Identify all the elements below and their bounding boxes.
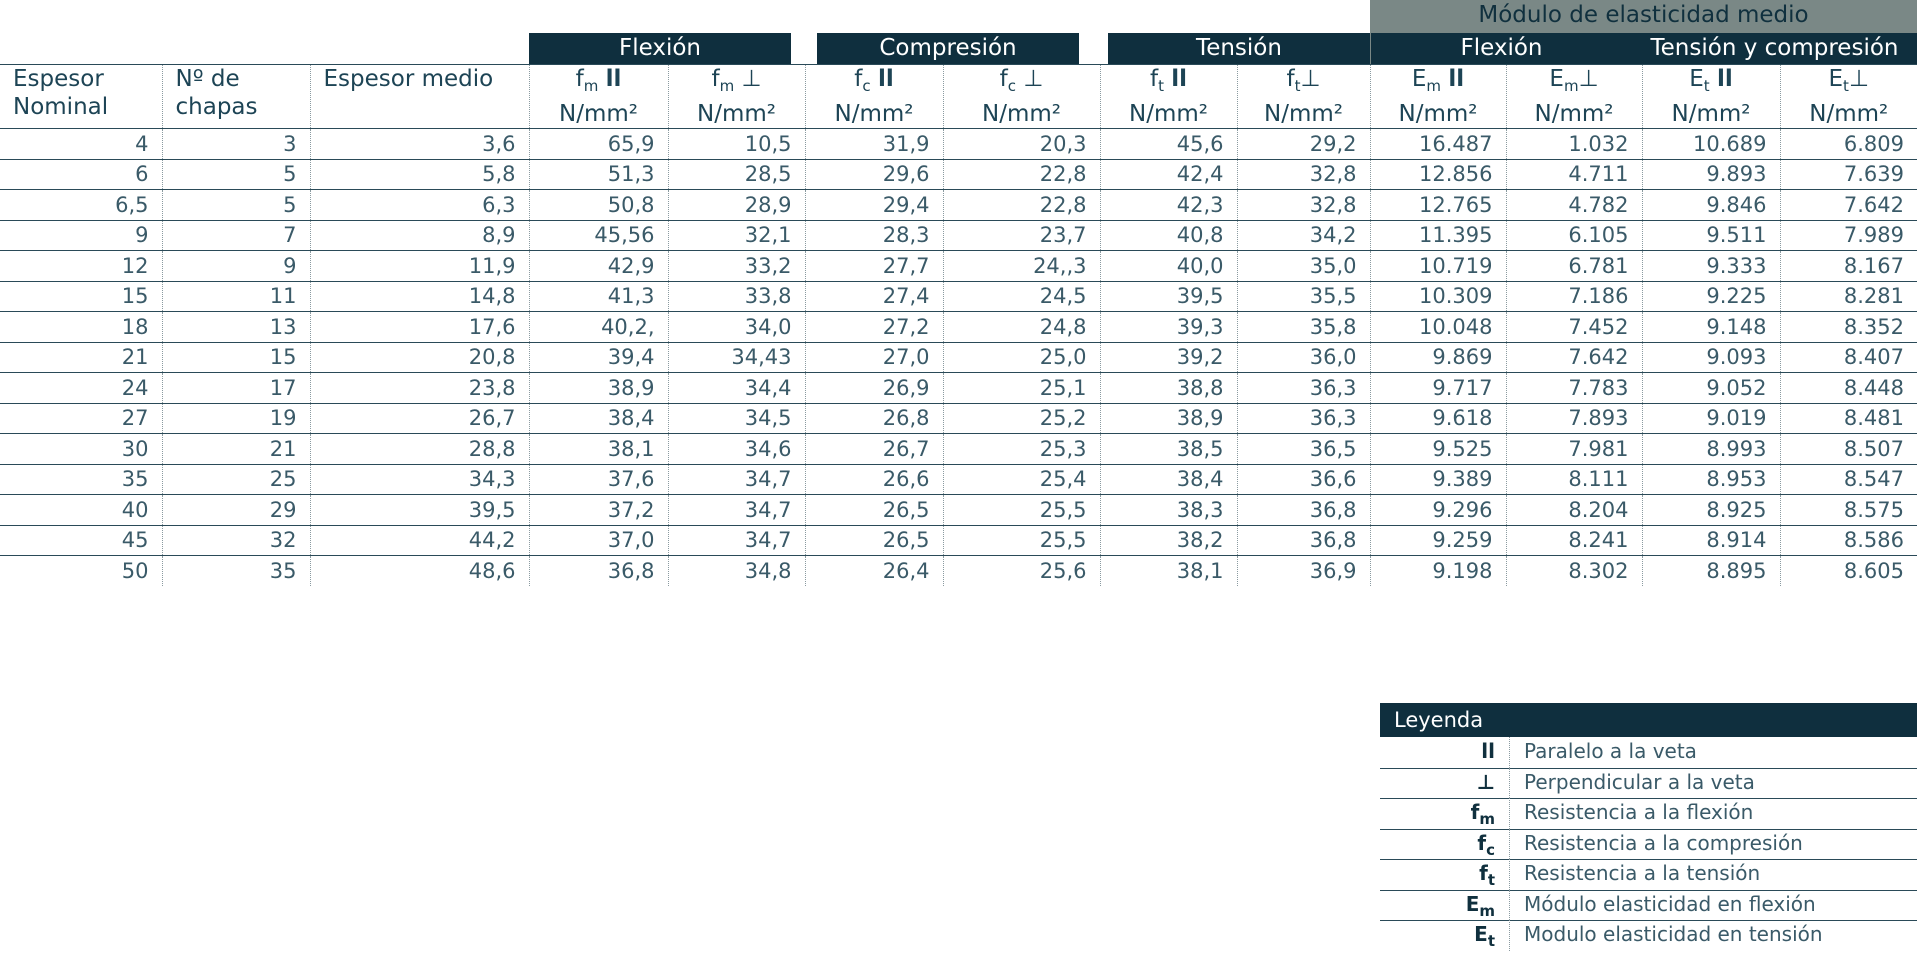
table-cell: 6 [0, 159, 162, 190]
table-cell: 8.953 [1642, 464, 1780, 495]
legend-description: Resistencia a la compresión [1524, 830, 1803, 855]
flexion-group-header: Flexión [529, 33, 791, 64]
table-cell: 9.019 [1642, 403, 1780, 434]
legend-description: Modulo elasticidad en tensión [1524, 922, 1823, 946]
table-cell: 6,5 [0, 190, 162, 221]
table-cell: 42,4 [1100, 159, 1237, 190]
table-cell: 34,0 [668, 312, 805, 343]
table-cell: 9.296 [1370, 495, 1506, 526]
table-row [0, 251, 1917, 282]
table-cell: 11 [162, 281, 310, 312]
table-cell: 35,8 [1237, 312, 1370, 343]
table-cell: 41,3 [529, 281, 668, 312]
table-cell: 9.893 [1642, 159, 1780, 190]
legend-item [1380, 920, 1917, 951]
legend-symbol: $f_m$ [1380, 798, 1510, 829]
table-cell: 26,7 [805, 434, 943, 465]
table-cell: 26,5 [805, 495, 943, 526]
table-cell: 22,8 [943, 159, 1100, 190]
table-cell: 26,9 [805, 373, 943, 404]
legend-item [1380, 859, 1917, 891]
table-cell: 36,9 [1237, 556, 1370, 587]
table-cell: 24 [0, 373, 162, 404]
table-row [0, 464, 1917, 495]
properties-table [0, 64, 1917, 586]
table-row [0, 373, 1917, 404]
table-cell: 38,3 [1100, 495, 1237, 526]
table-cell: 40,8 [1100, 220, 1237, 251]
table-cell: 25,6 [943, 556, 1100, 587]
table-cell: 29,4 [805, 190, 943, 221]
table-cell: 28,9 [668, 190, 805, 221]
table-cell: 8.167 [1780, 251, 1917, 282]
table-cell: 34,4 [668, 373, 805, 404]
tension-group-header: Tensión [1108, 33, 1370, 64]
table-cell: 36,8 [1237, 525, 1370, 556]
table-cell: 38,9 [1100, 403, 1237, 434]
table-cell: 8.111 [1506, 464, 1642, 495]
table-cell: 36,3 [1237, 403, 1370, 434]
table-row [0, 281, 1917, 312]
table-cell: 1.032 [1506, 129, 1642, 160]
table-cell: 39,3 [1100, 312, 1237, 343]
col-fc-perp: $f_c$ ⊥ N/mm² [943, 65, 1100, 129]
legend-item [1380, 890, 1917, 922]
table-cell: 27,7 [805, 251, 943, 282]
table-cell: 40,0 [1100, 251, 1237, 282]
table-cell: 33,8 [668, 281, 805, 312]
table-cell: 10.048 [1370, 312, 1506, 343]
table-cell: 22,8 [943, 190, 1100, 221]
table-cell: 27,4 [805, 281, 943, 312]
table-cell: 23,8 [310, 373, 529, 404]
module-group-header: Módulo de elasticidad medio [1370, 0, 1917, 33]
legend-item [1380, 798, 1917, 830]
table-row [0, 220, 1917, 251]
table-row [0, 556, 1917, 587]
table-cell: 39,4 [529, 342, 668, 373]
table-cell: 34,2 [1237, 220, 1370, 251]
table-cell: 33,2 [668, 251, 805, 282]
table-cell: 25,0 [943, 342, 1100, 373]
table-cell: 7.186 [1506, 281, 1642, 312]
table-cell: 9.225 [1642, 281, 1780, 312]
table-cell: 9.333 [1642, 251, 1780, 282]
table-cell: 7.642 [1506, 342, 1642, 373]
legend-item [1380, 737, 1917, 769]
col-et-perp: $E_t\perp$ N/mm² [1780, 65, 1917, 129]
legend-symbol: $E_t$ [1380, 920, 1510, 951]
table-cell: 8.352 [1780, 312, 1917, 343]
table-cell: 36,5 [1237, 434, 1370, 465]
table-cell: 8.481 [1780, 403, 1917, 434]
table-cell: 8.993 [1642, 434, 1780, 465]
table-cell: 26,6 [805, 464, 943, 495]
table-cell: 7 [162, 220, 310, 251]
table-row [0, 525, 1917, 556]
legend-item [1380, 768, 1917, 800]
table-row [0, 342, 1917, 373]
legend-item [1380, 829, 1917, 861]
legend-description: Módulo elasticidad en flexión [1524, 891, 1816, 916]
table-cell: 25,4 [943, 464, 1100, 495]
table-cell: 40,2, [529, 312, 668, 343]
table-cell: 8.925 [1642, 495, 1780, 526]
table-cell: 7.893 [1506, 403, 1642, 434]
table-cell: 9.198 [1370, 556, 1506, 587]
table-cell: 9.717 [1370, 373, 1506, 404]
table-cell: 10.309 [1370, 281, 1506, 312]
table-cell: 9.148 [1642, 312, 1780, 343]
table-cell: 30 [0, 434, 162, 465]
table-cell: 9 [0, 220, 162, 251]
table-cell: 32,8 [1237, 190, 1370, 221]
mod-tension-compresion-group-header: Tensión y compresión [1632, 33, 1917, 64]
table-cell: 4.711 [1506, 159, 1642, 190]
table-cell: 20,8 [310, 342, 529, 373]
table-cell: 38,8 [1100, 373, 1237, 404]
table-cell: 36,3 [1237, 373, 1370, 404]
legend-description: Perpendicular a la veta [1524, 769, 1755, 794]
table-cell: 32 [162, 525, 310, 556]
table-cell: 27,2 [805, 312, 943, 343]
table-cell: 36,8 [529, 556, 668, 587]
table-cell: 9.846 [1642, 190, 1780, 221]
table-cell: 16.487 [1370, 129, 1506, 160]
table-cell: 50 [121, 559, 149, 583]
table-cell: 12 [0, 251, 162, 282]
table-cell: 65,9 [529, 129, 668, 160]
table-cell: 8.507 [1780, 434, 1917, 465]
table-cell: 38,2 [1100, 525, 1237, 556]
col-fc-parallel: $f_c$ ll N/mm² [805, 65, 943, 129]
table-cell: 8.895 [1642, 556, 1780, 587]
table-cell: 32,1 [668, 220, 805, 251]
col-espesor-medio: Espesor medio [310, 65, 529, 129]
table-cell: 34,7 [668, 525, 805, 556]
table-cell: 24,8 [943, 312, 1100, 343]
col-fm-parallel: $f_m$ ll N/mm² [529, 65, 668, 129]
table-cell: 26,5 [805, 525, 943, 556]
table-cell: 28,8 [310, 434, 529, 465]
col-espesor-nominal: Espesor Nominal [0, 65, 162, 129]
table-cell: 25,1 [943, 373, 1100, 404]
table-cell: 29,6 [805, 159, 943, 190]
table-cell: 18 [0, 312, 162, 343]
table-row [0, 190, 1917, 221]
table-cell: 29,2 [1237, 129, 1370, 160]
legend-title: Leyenda [1380, 703, 1917, 737]
legend-description: Paralelo a la veta [1524, 739, 1697, 763]
table-cell: 3,6 [310, 129, 529, 160]
table-cell: 34,5 [668, 403, 805, 434]
mod-flexion-group-header: Flexión [1370, 33, 1632, 64]
table-cell: 3 [162, 129, 310, 160]
table-cell: 36,8 [1237, 495, 1370, 526]
col-fm-perp: $f_m$ ⊥ N/mm² [668, 65, 805, 129]
table-cell: 25,5 [943, 495, 1100, 526]
table-cell: 25,3 [943, 434, 1100, 465]
table-cell: 45,56 [529, 220, 668, 251]
table-cell: 8,9 [310, 220, 529, 251]
table-cell: 38,1 [1100, 556, 1237, 587]
table-cell: 11,9 [310, 251, 529, 282]
legend-description: Resistencia a la flexión [1524, 800, 1754, 824]
table-cell: 13 [162, 312, 310, 343]
compresion-group-header: Compresión [817, 33, 1079, 64]
table-cell: 8.575 [1780, 495, 1917, 526]
legend-symbol: $E_m$ [1380, 890, 1510, 921]
table-cell: 7.981 [1506, 434, 1642, 465]
table-cell: 27 [0, 403, 162, 434]
table-cell: 28,3 [805, 220, 943, 251]
table-cell: 9 [162, 251, 310, 282]
table-cell: 50,8 [529, 190, 668, 221]
col-et-parallel: $E_t$ ll N/mm² [1642, 65, 1780, 129]
table-cell: 39,5 [1100, 281, 1237, 312]
table-cell: 45 [0, 525, 162, 556]
table-body [0, 129, 1917, 587]
table-cell: 44,2 [310, 525, 529, 556]
table-cell: 42,9 [529, 251, 668, 282]
table-cell: 15 [162, 342, 310, 373]
table-cell: 8.407 [1780, 342, 1917, 373]
table-cell: 38,9 [529, 373, 668, 404]
table-cell: 25 [162, 464, 310, 495]
table-cell: 37,2 [529, 495, 668, 526]
table-cell: 7.452 [1506, 312, 1642, 343]
table-cell: 8.914 [1642, 525, 1780, 556]
table-cell: 32,8 [1237, 159, 1370, 190]
table-cell: 12.765 [1370, 190, 1506, 221]
table-cell: 35,0 [1237, 251, 1370, 282]
table-cell: 9.259 [1370, 525, 1506, 556]
table-cell: 9.093 [1642, 342, 1780, 373]
table-cell: 9.052 [1642, 373, 1780, 404]
col-num-chapas: Nº de chapas [162, 65, 310, 129]
table-cell: 8.547 [1780, 464, 1917, 495]
table-cell: 35,5 [1237, 281, 1370, 312]
table-cell: 17 [162, 373, 310, 404]
table-cell: 26,7 [310, 403, 529, 434]
table-row [0, 129, 1917, 160]
col-em-perp: $E_m\perp$ N/mm² [1506, 65, 1642, 129]
table-cell: 34,7 [668, 464, 805, 495]
table-cell: 17,6 [310, 312, 529, 343]
table-cell: 14,8 [310, 281, 529, 312]
table-cell: 8.204 [1506, 495, 1642, 526]
table-cell: 34,3 [310, 464, 529, 495]
table-cell: 38,1 [529, 434, 668, 465]
table-row [0, 434, 1917, 465]
legend-description: Resistencia a la tensión [1524, 861, 1761, 885]
table-cell: 21 [162, 434, 310, 465]
table-cell: 45,6 [1100, 129, 1237, 160]
table-cell: 12.856 [1370, 159, 1506, 190]
table-cell: 26,8 [805, 403, 943, 434]
table-cell: 38,5 [1100, 434, 1237, 465]
table-cell: 51,3 [529, 159, 668, 190]
table-cell: 42,3 [1100, 190, 1237, 221]
table-cell: 7.783 [1506, 373, 1642, 404]
table-cell: 35 [0, 464, 162, 495]
table-row [0, 403, 1917, 434]
table-cell: 9.869 [1370, 342, 1506, 373]
table-cell: 40 [0, 495, 162, 526]
table-cell: 31,9 [805, 129, 943, 160]
table-cell: 9.511 [1642, 220, 1780, 251]
table-cell: 11.395 [1370, 220, 1506, 251]
table-cell: 8.281 [1780, 281, 1917, 312]
table-cell: 24,5 [943, 281, 1100, 312]
table-cell: 7.989 [1780, 220, 1917, 251]
table-cell: 19 [162, 403, 310, 434]
table-cell: 6.781 [1506, 251, 1642, 282]
table-cell: 7.639 [1780, 159, 1917, 190]
table-cell: 10.719 [1370, 251, 1506, 282]
table-cell: 37,6 [529, 464, 668, 495]
table-cell: 25,2 [943, 403, 1100, 434]
legend-symbol: ⊥ [1380, 768, 1510, 799]
table-cell: 9.525 [1370, 434, 1506, 465]
table-cell: 37,0 [529, 525, 668, 556]
table-cell: 23,7 [943, 220, 1100, 251]
col-ft-perp: $f_t\perp$ N/mm² [1237, 65, 1370, 129]
table-cell: 24,,3 [943, 251, 1100, 282]
table-cell: 20,3 [943, 129, 1100, 160]
table-cell: 4 [0, 129, 162, 160]
table-cell: 7.642 [1780, 190, 1917, 221]
table-cell: 5 [162, 190, 310, 221]
table-cell: 8.448 [1780, 373, 1917, 404]
table-cell: 8.302 [1506, 556, 1642, 587]
table-row [0, 159, 1917, 190]
table-cell: 27,0 [805, 342, 943, 373]
table-cell: 8.241 [1506, 525, 1642, 556]
table-cell: 21 [0, 342, 162, 373]
table-cell: 15 [0, 281, 162, 312]
table-cell: 9.389 [1370, 464, 1506, 495]
table-cell: 34,8 [668, 556, 805, 587]
table-cell: 9.618 [1370, 403, 1506, 434]
table-cell: 26,4 [805, 556, 943, 587]
table-cell: 34,43 [668, 342, 805, 373]
table-cell: 5 [162, 159, 310, 190]
table-cell: 6.809 [1780, 129, 1917, 160]
table-cell: 8.586 [1780, 525, 1917, 556]
table-row [0, 495, 1917, 526]
table-cell: 35 [162, 556, 310, 587]
table-cell: 48,6 [310, 556, 529, 587]
table-cell: 38,4 [1100, 464, 1237, 495]
table-cell: 36,6 [1237, 464, 1370, 495]
table-row [0, 312, 1917, 343]
table-cell: 6.105 [1506, 220, 1642, 251]
table-cell: 39,5 [310, 495, 529, 526]
table-cell: 25,5 [943, 525, 1100, 556]
table-cell: 29 [162, 495, 310, 526]
table-cell: 4.782 [1506, 190, 1642, 221]
table-cell: 39,2 [1100, 342, 1237, 373]
table-cell: 10.689 [1642, 129, 1780, 160]
table-cell: 34,7 [668, 495, 805, 526]
table-header-row [0, 65, 1917, 129]
col-ft-parallel: $f_t$ ll N/mm² [1100, 65, 1237, 129]
col-em-parallel: $E_m$ ll N/mm² [1370, 65, 1506, 129]
table-cell: 10,5 [668, 129, 805, 160]
table-cell: 8.605 [1780, 556, 1917, 587]
table-cell: 28,5 [668, 159, 805, 190]
legend-symbol: ll [1380, 737, 1510, 768]
table-cell: 6,3 [310, 190, 529, 221]
table-cell: 36,0 [1237, 342, 1370, 373]
legend-symbol: $f_t$ [1380, 859, 1510, 890]
table-cell: 38,4 [529, 403, 668, 434]
legend-symbol: $f_c$ [1380, 829, 1510, 860]
table-cell: 34,6 [668, 434, 805, 465]
table-cell: 5,8 [310, 159, 529, 190]
